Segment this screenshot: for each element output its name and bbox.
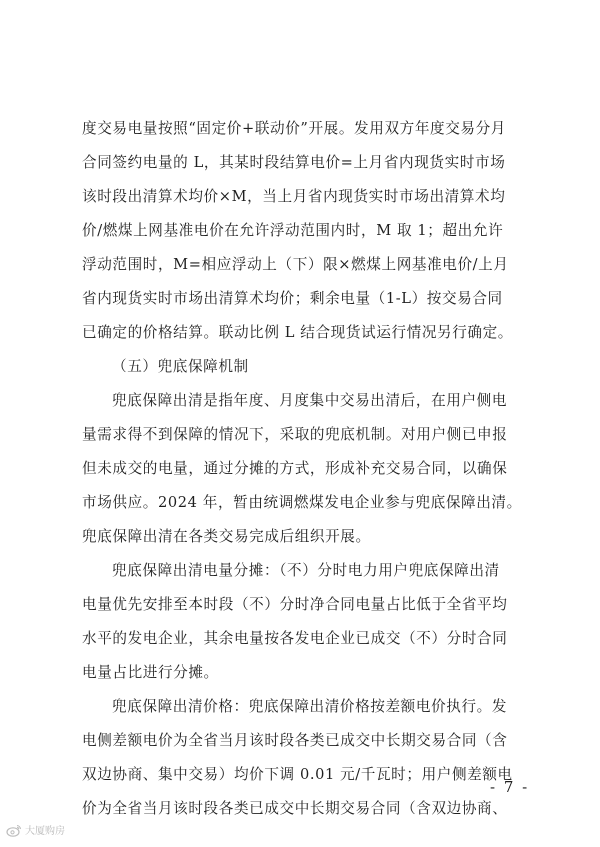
paragraph-1-line-7: 已确定的价格结算。联动比例 L 结合现货试运行情况另行确定。	[82, 324, 514, 341]
paragraph-2-line-1: 兜底保障出清是指年度、月度集中交易出清后，在用户侧电	[112, 392, 508, 409]
paragraph-3-line-4: 电量占比进行分摊。	[82, 664, 219, 681]
paragraph-1-line-3: 该时段出清算术均价×M，当上月省内现货实时市场出清算术均	[82, 188, 506, 205]
weibo-logo-icon	[6, 823, 22, 837]
paragraph-1-line-1: 度交易电量按照“固定价+联动价”开展。发用双方年度交易分月	[82, 120, 506, 137]
paragraph-1-line-4: 价/燃煤上网基准电价在允许浮动范围内时，M 取 1；超出允许	[82, 222, 504, 239]
document-body	[82, 112, 528, 826]
paragraph-3-line-2: 电量优先安排至本时段（不）分时净合同电量占比低于全省平均	[82, 596, 508, 613]
watermark	[6, 822, 65, 837]
paragraph-4-line-3: 双边协商、集中交易）均价下调 0.01 元/千瓦时；用户侧差额电	[82, 766, 513, 783]
paragraph-1-line-5: 浮动范围时，M=相应浮动上（下）限×燃煤上网基准电价/上月	[82, 256, 509, 273]
paragraph-3-line-3: 水平的发电企业，其余电量按各发电企业已成交（不）分时合同	[82, 630, 508, 647]
paragraph-2-line-4: 市场供应。2024 年，暂由统调燃煤发电企业参与兜底保障出清。	[82, 494, 522, 511]
page-number: - 7 -	[490, 778, 530, 796]
paragraph-2-line-5: 兜底保障出清在各类交易完成后组织开展。	[82, 528, 371, 545]
paragraph-1-line-6: 省内现货实时市场出清算术均价；剩余电量（1-L）按交易合同	[82, 290, 503, 307]
paragraph-4-line-1: 兜底保障出清价格：兜底保障出清价格按差额电价执行。发	[112, 698, 508, 715]
paragraph-2-line-3: 但未成交的电量，通过分摊的方式，形成补充交易合同，以确保	[82, 460, 508, 477]
paragraph-4-line-4: 价为全省当月该时段各类已成交中长期交易合同（含双边协商、	[82, 800, 508, 817]
paragraph-1-line-2: 合同签约电量的 L，其某时段结算电价=上月省内现货实时市场	[82, 154, 506, 171]
paragraph-2-line-2: 量需求得不到保障的情况下，采取的兜底机制。对用户侧已申报	[82, 426, 508, 443]
section-heading: （五）兜底保障机制	[112, 358, 249, 375]
watermark-text: 大厦购房	[25, 826, 65, 837]
paragraph-4-line-2: 电侧差额电价为全省当月该时段各类已成交中长期交易合同（含	[82, 732, 508, 749]
paragraph-3-line-1: 兜底保障出清电量分摊：（不）分时电力用户兜底保障出清	[112, 562, 500, 579]
